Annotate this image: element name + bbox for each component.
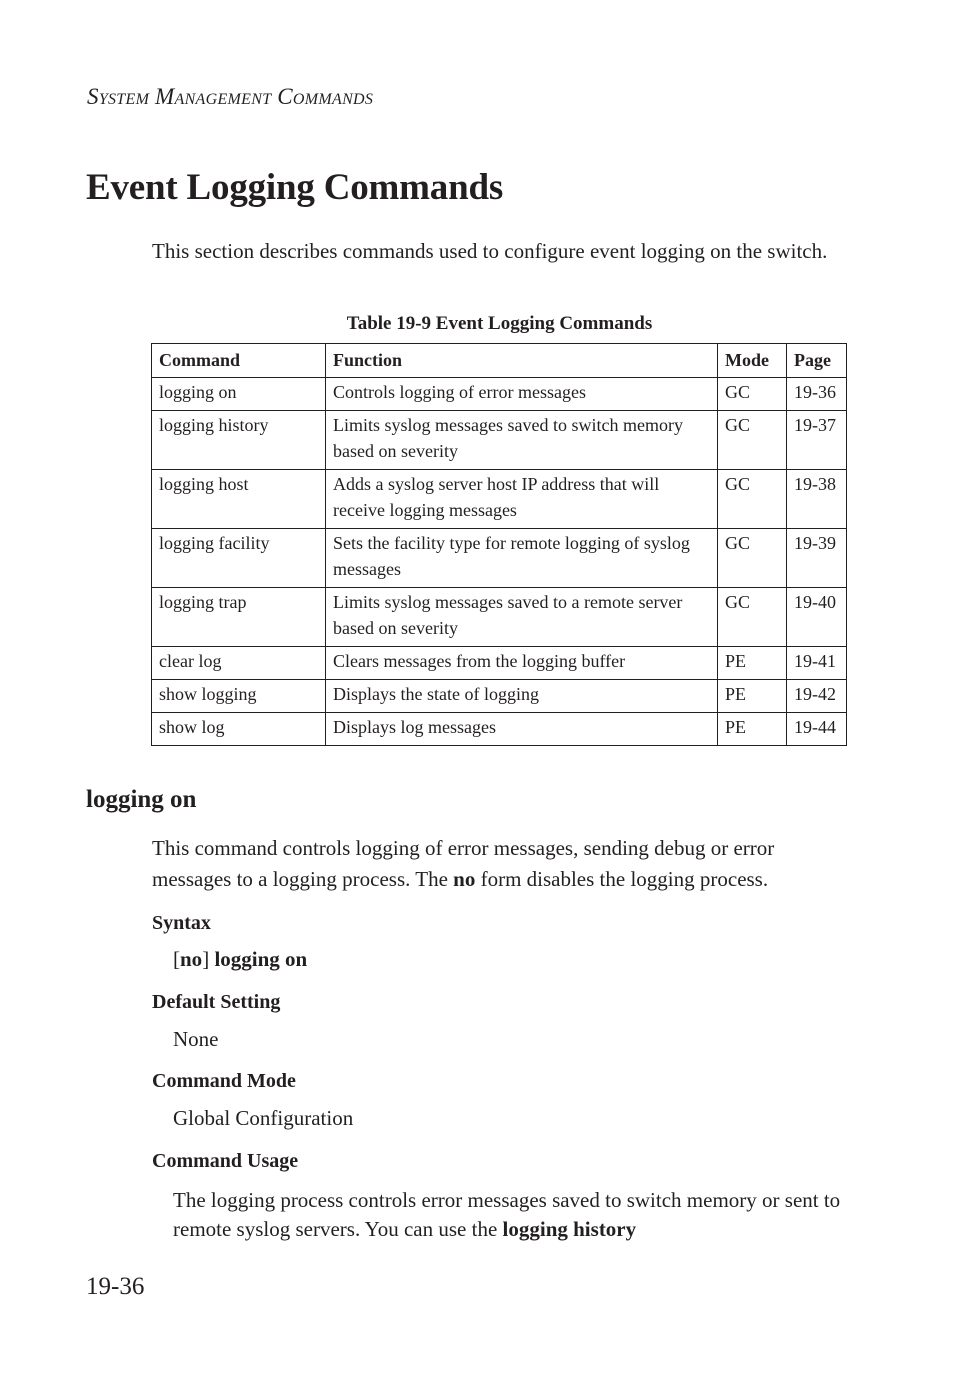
cell-page: 19-42 (787, 680, 847, 713)
table-row (152, 411, 847, 470)
section-description: This command controls logging of error messages, sending debug or error messages to a logging process. The no form disables the logging process. (152, 836, 775, 891)
header-page: Page (787, 344, 847, 378)
command-usage-text: The logging process controls error messages saved to switch memory or sent to remote syslog servers. You can use the logging history (173, 1188, 841, 1241)
command-usage-heading: Command Usage (152, 1150, 299, 1172)
cell-page: 19-38 (787, 470, 847, 529)
cell-function: Displays the state of logging (326, 680, 718, 713)
command-mode-heading: Command Mode (152, 1070, 296, 1092)
default-setting-heading: Default Setting (152, 991, 281, 1013)
cell-mode: GC (718, 470, 787, 529)
table-row (152, 680, 847, 713)
cell-mode: GC (718, 529, 787, 588)
cell-page: 19-41 (787, 647, 847, 680)
command-mode-value: Global Configuration (173, 1106, 354, 1130)
cell-page: 19-40 (787, 588, 847, 647)
page-title: Event Logging Commands (86, 167, 504, 208)
table-row (152, 470, 847, 529)
cell-mode: GC (718, 411, 787, 470)
header-function: Function (326, 344, 718, 378)
header-command: Command (152, 344, 326, 378)
cell-command: clear log (152, 647, 326, 680)
cell-command: logging host (152, 470, 326, 529)
syntax-heading: Syntax (152, 912, 211, 934)
page-number: 19-36 (86, 1273, 145, 1300)
cell-page: 19-44 (787, 713, 847, 746)
running-header: SYSTEM MANAGEMENT COMMANDS (87, 84, 374, 109)
cell-page: 19-39 (787, 529, 847, 588)
cell-mode: PE (718, 680, 787, 713)
cell-page: 19-37 (787, 411, 847, 470)
table-caption: Table 19-9 Event Logging Commands (346, 313, 653, 334)
cell-mode: GC (718, 378, 787, 411)
cell-function: Limits syslog messages saved to a remote server based on severity (326, 588, 718, 647)
cell-function: Limits syslog messages saved to switch memory based on severity (326, 411, 718, 470)
table-row (152, 647, 847, 680)
intro-paragraph: This section describes commands used to configure event logging on the switch. (152, 239, 828, 263)
section-title: logging on (86, 786, 197, 813)
cell-function: Adds a syslog server host IP address that will receive logging messages (326, 470, 718, 529)
cell-mode: GC (718, 588, 787, 647)
cell-command: show logging (152, 680, 326, 713)
header-mode: Mode (718, 344, 787, 378)
cell-command: logging history (152, 411, 326, 470)
default-setting-value: None (173, 1027, 219, 1051)
commands-table (151, 343, 847, 746)
cell-command: logging trap (152, 588, 326, 647)
cell-function: Clears messages from the logging buffer (326, 647, 718, 680)
table-header-row (152, 344, 847, 378)
cell-command: logging on (152, 378, 326, 411)
cell-page: 19-36 (787, 378, 847, 411)
cell-command: logging facility (152, 529, 326, 588)
table-row (152, 378, 847, 411)
cell-mode: PE (718, 713, 787, 746)
cell-function: Displays log messages (326, 713, 718, 746)
cell-command: show log (152, 713, 326, 746)
table-row (152, 588, 847, 647)
syntax-value: [no] logging on (173, 947, 308, 971)
cell-function: Controls logging of error messages (326, 378, 718, 411)
cell-mode: PE (718, 647, 787, 680)
table-row (152, 713, 847, 746)
table-row (152, 529, 847, 588)
cell-function: Sets the facility type for remote logging of syslog messages (326, 529, 718, 588)
